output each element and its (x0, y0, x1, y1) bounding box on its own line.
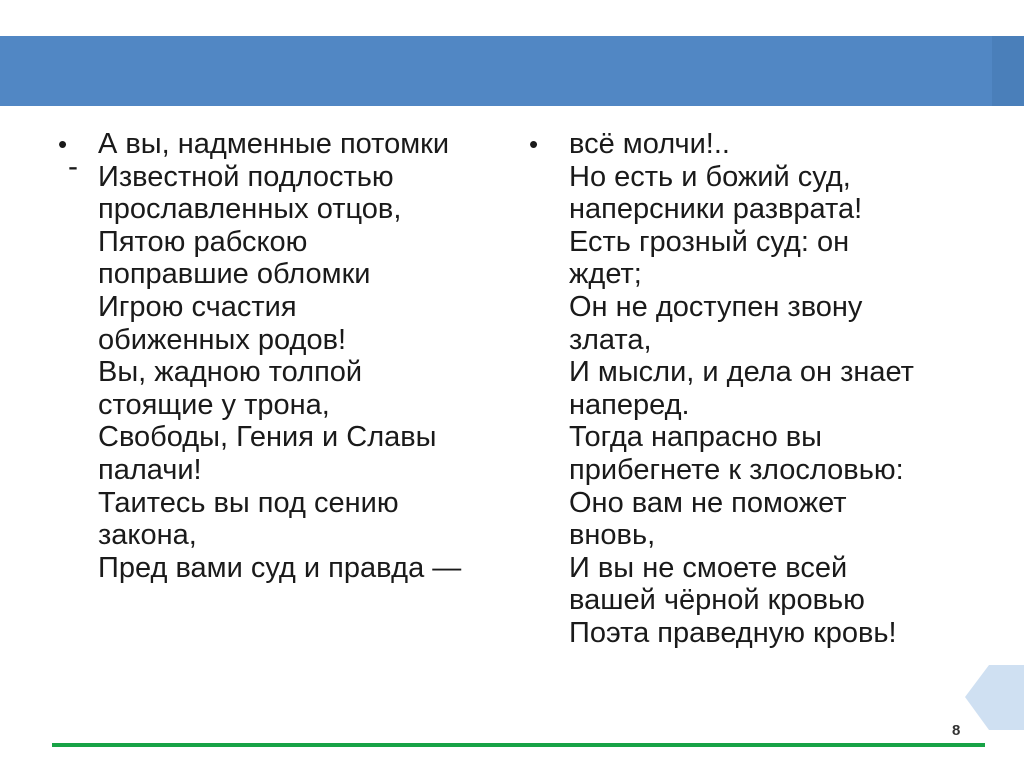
verse-line: И мысли, и дела он знает (569, 356, 914, 389)
verse-line: Поэта праведную кровь! (569, 616, 897, 649)
header-band-accent (992, 36, 1024, 106)
verse-line: прославленных отцов, (98, 193, 402, 226)
verse-line: наперсники разврата! (569, 193, 863, 226)
verse-line: Пред вами суд и правда — (98, 551, 462, 584)
verse-line: поправшие обломки (98, 258, 371, 291)
verse-line: И вы не смоете всей (569, 551, 848, 584)
verse-line: закона, (98, 519, 197, 552)
verse-line: Оно вам не поможет (569, 486, 847, 519)
verse-line: Свободы, Гения и Славы (98, 421, 437, 454)
verse-line: Тогда напрасно вы (569, 421, 823, 454)
dash-mark: - (68, 150, 78, 183)
footer-line (52, 743, 985, 747)
corner-decoration-shape (965, 665, 1024, 730)
verse-line: Пятою рабскою (98, 225, 308, 258)
verse-line: Он не доступен звону (569, 290, 863, 323)
bullet-icon: • (58, 129, 68, 159)
verse-line: Известной подлостью (98, 160, 394, 193)
verse-line: Таитесь вы под сению (98, 486, 399, 519)
bullet-icon: • (529, 129, 539, 159)
corner-decoration (965, 665, 1024, 730)
verse-line: наперед. (569, 388, 690, 421)
verse-line: Есть грозный суд: он (569, 225, 850, 258)
verse-line: злата, (569, 323, 652, 356)
verse-line: палачи! (98, 453, 202, 486)
right-text-column (529, 128, 969, 650)
verse-line: всё молчи!.. (569, 128, 730, 160)
verse-line: обиженных родов! (98, 323, 347, 356)
verse-line: вновь, (569, 519, 656, 552)
verse-line: Вы, жадною толпой (98, 356, 363, 389)
verse-line: стоящие у трона, (98, 388, 330, 421)
page-number: 8 (952, 722, 961, 739)
verse-line: прибегнете к злословью: (569, 453, 904, 486)
verse-line: ждет; (569, 258, 642, 291)
verse-line: Но есть и божий суд, (569, 160, 851, 193)
header-band (0, 36, 1024, 106)
verse-line: Игрою счастия (98, 290, 297, 323)
verse-line: вашей чёрной кровью (569, 584, 865, 617)
left-text-column (58, 128, 498, 584)
verse-line: А вы, надменные потомки (98, 128, 450, 160)
